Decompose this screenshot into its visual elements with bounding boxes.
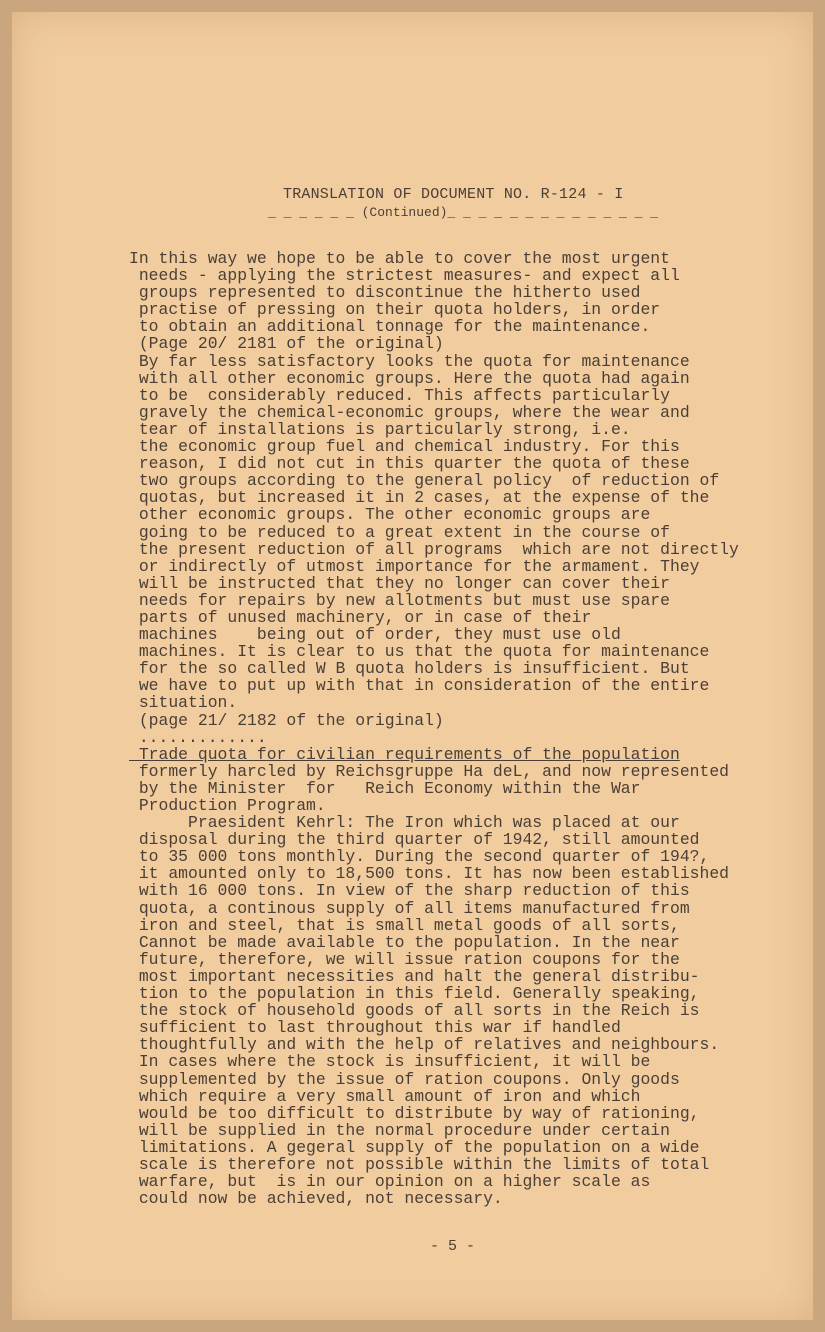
text-line: to obtain an additional tonnage for the maintenance.	[129, 317, 651, 337]
text-line: with all other economic groups. Here the quota had again	[129, 368, 690, 388]
text-line: by the Minister for Reich Economy within the War	[129, 778, 641, 798]
text-line: limitations. A gegeral supply of the population on a wide	[129, 1137, 700, 1157]
text-line: will be supplied in the normal procedure under certain	[129, 1120, 670, 1140]
text-line: it amounted only to 18,500 tons. It has now been established	[129, 864, 729, 884]
text-line: supplemented by the issue of ration coupons. Only goods	[129, 1069, 680, 1089]
text-line: Production Program.	[129, 796, 326, 815]
text-line: formerly harcled by Reichsgruppe Ha deL, and now represented	[129, 761, 729, 781]
text-line: practise of pressing on their quota holders, in order	[129, 300, 661, 320]
text-line: In this way we hope to be able to cover the most urgent	[129, 249, 670, 268]
text-line: (page 21/ 2182 of the original)	[129, 710, 444, 730]
document-title: TRANSLATION OF DOCUMENT NO. R-124 - I	[283, 186, 624, 203]
page-number: - 5 -	[430, 1238, 476, 1255]
text-line: Cannot be made available to the population. In the near	[129, 932, 680, 952]
text-line: warfare, but is in our opinion on a higher scale as	[129, 1172, 651, 1192]
text-line: iron and steel, that is small metal goods of all sorts,	[129, 915, 680, 935]
text-line: In cases where the stock is insufficient, it will be	[129, 1052, 651, 1072]
text-line: needs for repairs by new allotments but must use spare	[129, 590, 670, 610]
text-line: will be instructed that they no longer can cover their	[129, 573, 670, 593]
text-line: Praesident Kehrl: The Iron which was placed at our	[129, 813, 680, 833]
text-line: for the so called W B quota holders is insufficient. But	[129, 659, 690, 679]
text-line: machines being out of order, they must use old	[129, 625, 621, 645]
text-line: to be considerably reduced. This affects particularly	[129, 385, 670, 405]
text-line: tear of installations is particularly strong, i.e.	[129, 419, 631, 439]
text-line: two groups according to the general policy of reduction of	[129, 471, 720, 491]
text-line: which require a very small amount of iron and which	[129, 1086, 641, 1106]
text-line: needs - applying the strictest measures- and expect all	[129, 266, 680, 286]
text-line: (Page 20/ 2181 of the original)	[129, 334, 444, 354]
text-line: tion to the population in this field. Generally speaking,	[129, 984, 700, 1004]
document-page	[12, 12, 813, 1320]
text-line: the present reduction of all programs which are not directly	[129, 539, 739, 559]
text-line: By far less satisfactory looks the quota for maintenance	[129, 351, 690, 371]
text-line: parts of unused machinery, or in case of their	[129, 607, 592, 627]
text-line: could now be achieved, not necessary.	[129, 1189, 503, 1209]
text-line: future, therefore, we will issue ration coupons for the	[129, 949, 680, 969]
text-line: reason, I did not cut in this quarter the quota of these	[129, 454, 690, 474]
document-body	[129, 250, 739, 1207]
text-line: or indirectly of utmost importance for the armament. They	[129, 556, 700, 576]
text-line: .............	[129, 727, 267, 747]
text-line: to 35 000 tons monthly. During the second quarter of 194?,	[129, 847, 710, 867]
text-line: the economic group fuel and chemical industry. For this	[129, 437, 680, 457]
text-line: situation.	[129, 693, 238, 713]
text-line: disposal during the third quarter of 1942, still amounted	[129, 830, 700, 850]
text-line: quota, a continous supply of all items manufactured from	[129, 898, 690, 918]
text-line: most important necessities and halt the general distribu-	[129, 966, 700, 986]
text-line: we have to put up with that in consideration of the entire	[129, 676, 710, 696]
section-heading-line: Trade quota for civilian requirements of the population	[129, 744, 680, 764]
text-line: sufficient to last throughout this war if handled	[129, 1018, 621, 1038]
text-line: other economic groups. The other economic groups are	[129, 505, 651, 525]
text-line: machines. It is clear to us that the quota for maintenance	[129, 642, 710, 662]
text-line: thoughtfully and with the help of relatives and neighbours.	[129, 1035, 720, 1055]
text-line: quotas, but increased it in 2 cases, at the expense of the	[129, 488, 710, 508]
text-line: gravely the chemical-economic groups, where the wear and	[129, 402, 690, 422]
text-line: the stock of household goods of all sorts in the Reich is	[129, 1001, 700, 1021]
text-line: groups represented to discontinue the hitherto used	[129, 283, 641, 303]
document-subtitle: _ _ _ _ _ _ (Continued)_ _ _ _ _ _ _ _ _ _ _ _ _ _	[268, 205, 659, 220]
text-line: would be too difficult to distribute by way of rationing,	[129, 1103, 700, 1123]
text-line: scale is therefore not possible within the limits of total	[129, 1154, 710, 1174]
text-line: going to be reduced to a great extent in the course of	[129, 522, 670, 542]
text-line: with 16 000 tons. In view of the sharp reduction of this	[129, 881, 690, 901]
